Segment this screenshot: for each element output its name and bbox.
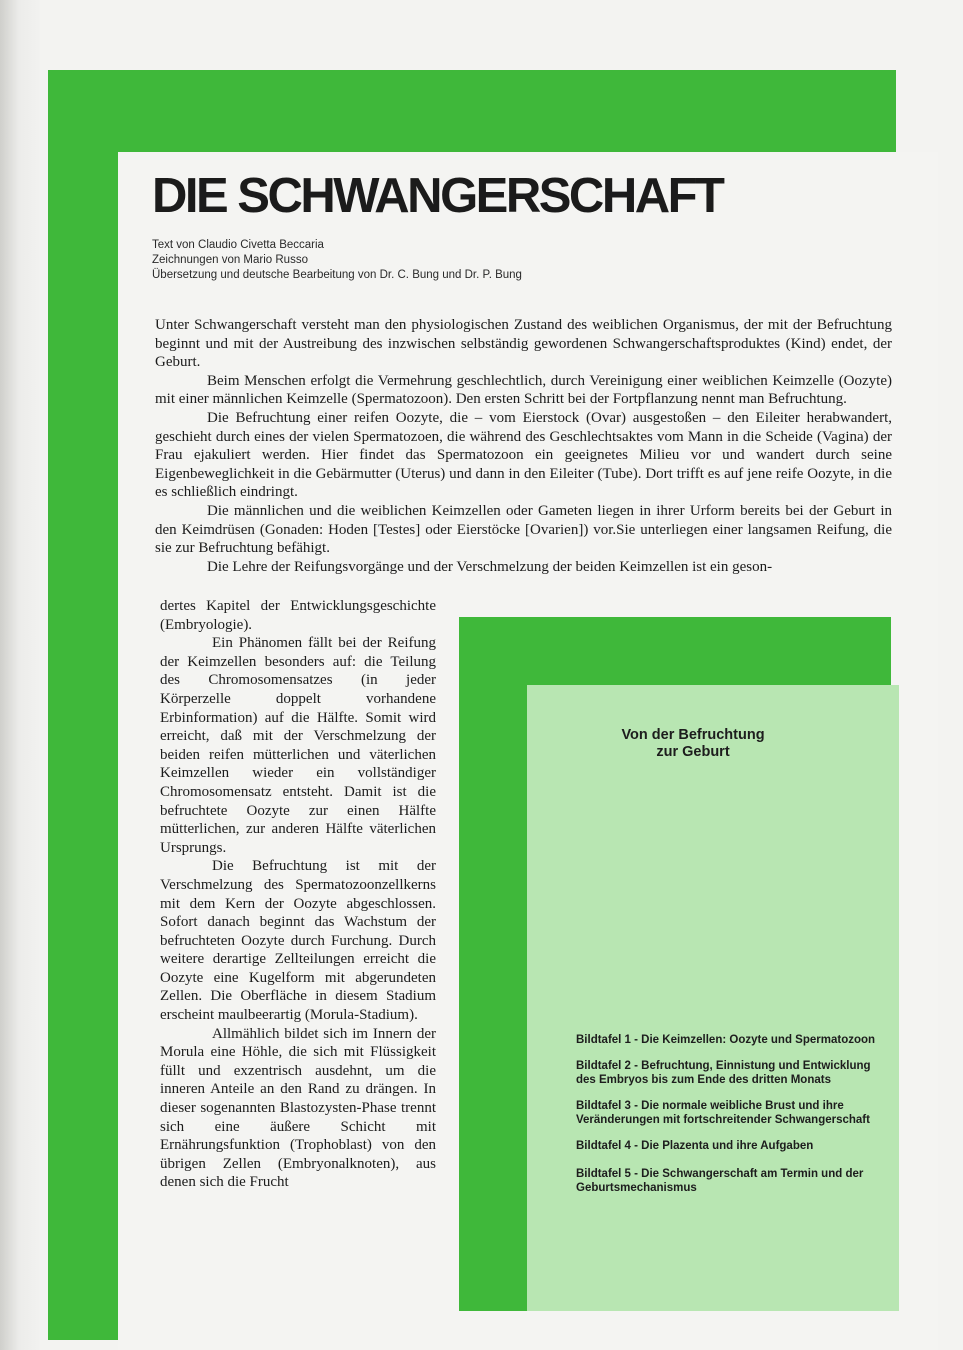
plate-list <box>576 1033 876 1207</box>
paragraph: Beim Menschen erfolgt die Vermehrung geschlechtlich, durch Vereinigung einer weiblichen Keimzelle (Oozyte) mit einer männlichen Keimzelle (Spermatozoon). Den ersten Schritt bei der Fortpflanzung nennt man Befruchtung. <box>155 372 892 408</box>
credit-translation: Übersetzung und deutsche Bearbeitung von Dr. C. Bung und Dr. P. Bung <box>152 269 522 281</box>
contents-title-line: zur Geburt <box>656 744 730 760</box>
page-title: DIE SCHWANGERSCHAFT <box>152 169 723 223</box>
contents-box <box>527 685 899 1311</box>
paragraph: Unter Schwangerschaft versteht man den physiologischen Zustand des weiblichen Organismus, der mit der Befruchtung beginnt und mit der Austreibung des inzwischen selbständig gewordenen Schwangerschaftsproduktes (Kind) endet, der Geburt. <box>155 317 892 371</box>
credit-text-author: Text von Claudio Civetta Beccaria <box>152 239 324 251</box>
paragraph: Die Befruchtung ist mit der Verschmelzung des Spermatozoonzellkerns mit dem Kern der Oozyte abgeschlossen. Sofort danach beginnt das Wachstum der befruchteten Oozyte durch Furchung. Durch weitere derartige Zellteilungen erreicht die Oozyte eine Kugelform mit abgerundeten Zellen. Die Oberfläche in diesem Stadium erscheint maulbeerartig (Morula-Stadium). <box>160 858 436 1024</box>
contents-title-line: Von der Befruchtung <box>621 727 765 743</box>
paragraph: Die männlichen und die weiblichen Keimzellen oder Gameten liegen in ihrer Urform bereits bei der Geburt in den Keimdrüsen (Gonaden: Hoden [Testes] oder Eierstöcke [Ovarien]) vor.Sie unterliegen einer langsamen Reifung, die sie zur Befruchtung befähigt. <box>155 502 892 557</box>
body-text-column <box>160 597 436 1192</box>
paragraph: Allmählich bildet sich im Innern der Morula eine Höhle, die sich mit Flüssigkeit füllt und exzentrisch ausdehnt, um die inneren Anteile an den Rand zu drängen. In dieser sogenannten Blastozysten-Phase trennt sich eine äußere Schicht mit Ernährungsfunktion (Trophoblast) von den übrigen Zellen (Embryonalknoten), aus denen sich die Frucht <box>160 1025 436 1191</box>
credits <box>152 238 522 283</box>
contents-title <box>527 727 859 761</box>
plate-item: Bildtafel 4 - Die Plazenta und ihre Aufgaben <box>576 1140 814 1152</box>
plate-item: Bildtafel 2 - Befruchtung, Einnistung und Entwicklung des Embryos bis zum Ende des dritten Monats <box>576 1060 871 1086</box>
plate-item: Bildtafel 1 - Die Keimzellen: Oozyte und Spermatozoon <box>576 1034 876 1046</box>
credit-illustrator: Zeichnungen von Mario Russo <box>152 254 308 266</box>
plate-item: Bildtafel 3 - Die normale weibliche Brust und ihre Veränderungen mit fortschreitender Schwangerschaft <box>576 1100 870 1126</box>
paragraph: Ein Phänomen fällt bei der Reifung der Keimzellen besonders auf: die Teilung des Chromosomensatzes (in jeder Körperzelle doppelt vorhandene Erbinformation) auf die Hälfte. Somit wird erreicht, daß mit der Verschmelzung der beiden reifen mütterlichen und väterlichen Keimzellen wieder ein vollständiger Chromosomensatz entsteht. Damit ist die befruchtete Oozyte zur einen Hälfte mütterlichen, zur anderen Hälfte väterlichen Ursprungs. <box>160 635 436 856</box>
plate-item: Bildtafel 5 - Die Schwangerschaft am Termin und der Geburtsmechanismus <box>576 1168 864 1194</box>
body-text-full-width <box>155 316 892 576</box>
paragraph: Die Befruchtung einer reifen Oozyte, die – vom Eierstock (Ovar) ausgestoßen – den Eileiter herabwandert, geschieht durch eines der vielen Spermatozoen, die während des Geschlechtsaktes vom Mann in die Scheide (Vagina) der Frau ejakuliert werden. Hier findet das Spermatozoon ein geeignetes Milieu vor und wandert durch seine Eigenbeweglichkeit in die Gebärmutter (Uterus) und dann in den Eileiter (Tube). Dort trifft es auf jene reife Oozyte, in die es schließlich eindringt. <box>155 409 892 501</box>
paragraph: Die Lehre der Reifungsvorgänge und der Verschmelzung der beiden Keimzellen ist ein geson- <box>207 558 773 575</box>
paragraph: dertes Kapitel der Entwicklungsgeschichte (Embryologie). <box>160 598 436 633</box>
